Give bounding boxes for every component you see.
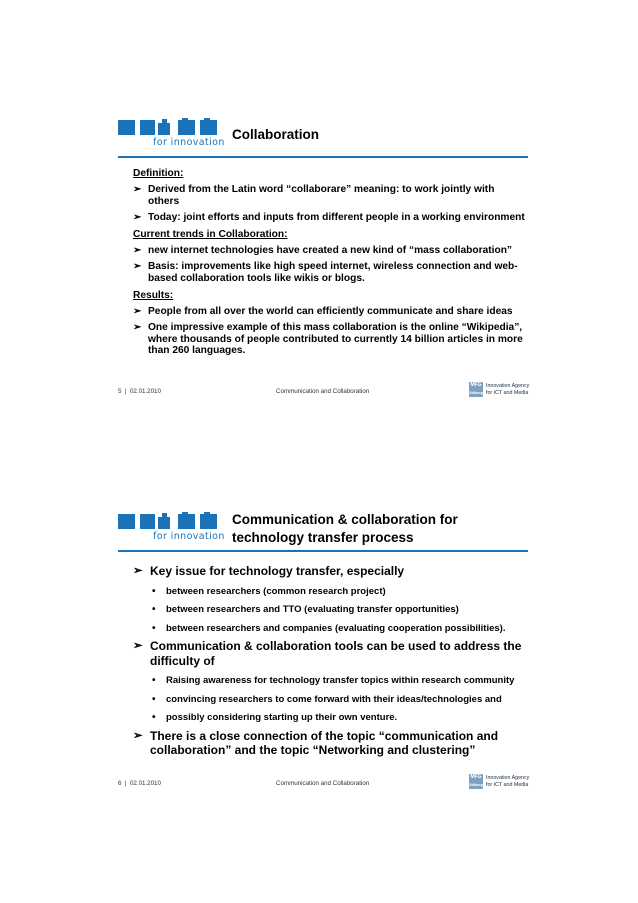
slide-footer [118, 774, 528, 794]
list-item: ➢ Derived from the Latin word “collaborare” meaning: to work jointly with others [133, 184, 495, 207]
section-heading-results: Results: [133, 289, 174, 301]
header-rule [118, 550, 528, 552]
mfg-mark-icon: MFG Stiftung [469, 382, 483, 397]
list-item: ➢ One impressive example of this mass collaboration is the online “Wikipedia”, where thousands of people contributed to currently 14 billion articles in more than 260 languages. [133, 322, 523, 357]
slide-title: Collaboration [232, 127, 319, 142]
slide-body [133, 564, 528, 762]
dot-bullet-icon: • [152, 693, 156, 705]
dot-bullet-icon: • [152, 712, 156, 723]
for-innovation-logo [118, 514, 225, 548]
sub-list-item: • convincing researchers to come forward with their ideas/technologies and [152, 693, 502, 705]
mfg-logo [469, 382, 528, 399]
arrow-bullet-icon: ➢ [133, 305, 142, 317]
mfg-line2: for ICT and Media [486, 782, 529, 788]
list-item: ➢ Today: joint efforts and inputs from different people in a working environment [133, 212, 525, 224]
arrow-bullet-icon: ➢ [133, 212, 142, 224]
list-item: ➢ There is a close connection of the topic “communication and collaboration” and the topic “Networking and clustering” [133, 728, 499, 757]
slide-title [232, 511, 458, 547]
slide-body [133, 168, 525, 362]
mfg-line1: Innovation Agency [486, 775, 530, 781]
slide-footer [118, 382, 528, 402]
footer-title: Communication and Collaboration [276, 388, 370, 395]
sub-list-item: • between researchers (common research project) [152, 585, 386, 597]
arrow-bullet-icon: ➢ [133, 184, 142, 195]
arrow-bullet-icon: ➢ [133, 729, 143, 742]
sub-list-item: • between researchers and companies (evaluating cooperation possibilities). [152, 622, 506, 634]
logo-tagline: for innovation [153, 137, 225, 148]
dot-bullet-icon: • [152, 585, 156, 597]
mfg-line2: for ICT and Media [486, 390, 529, 396]
slide-5 [0, 0, 638, 450]
footer-page-date: 5 | 02.01.2010 [118, 388, 161, 395]
mfg-logo [469, 774, 528, 791]
sub-list-item: • Raising awareness for technology transfer topics within research community [152, 675, 515, 686]
dot-bullet-icon: • [152, 622, 156, 634]
mfg-mark-icon: MFG Stiftung [469, 774, 483, 789]
for-innovation-logo [118, 120, 225, 154]
sub-list-item: • possibly considering starting up their own venture. [152, 712, 398, 723]
list-item: ➢ Key issue for technology transfer, especially [133, 564, 405, 578]
section-heading-trends: Current trends in Collaboration: [133, 228, 288, 240]
title-line-1: Communication & collaboration for [232, 512, 458, 527]
mfg-line1: Innovation Agency [486, 383, 530, 389]
sub-list-item: • between researchers and TTO (evaluating transfer opportunities) [152, 604, 459, 615]
title-line-2: technology transfer process [232, 530, 414, 545]
arrow-bullet-icon: ➢ [133, 244, 142, 256]
list-item: ➢ People from all over the world can efficiently communicate and share ideas [133, 305, 513, 317]
dot-bullet-icon: • [152, 604, 156, 615]
arrow-bullet-icon: ➢ [133, 565, 143, 577]
header-rule [118, 156, 528, 158]
arrow-bullet-icon: ➢ [133, 322, 142, 334]
list-item: ➢ Communication & collaboration tools can be used to address the difficulty of [133, 639, 522, 668]
arrow-bullet-icon: ➢ [133, 640, 143, 652]
dot-bullet-icon: • [152, 675, 156, 686]
slide-6 [0, 450, 638, 903]
footer-page-date: 6 | 02.01.2010 [118, 780, 161, 787]
list-item: ➢ Basis: improvements like high speed internet, wireless connection and web-based collaboration tools like wikis or blogs. [133, 261, 518, 284]
section-heading-definition: Definition: [133, 168, 184, 179]
arrow-bullet-icon: ➢ [133, 261, 142, 273]
list-item: ➢ new internet technologies have created a new kind of “mass collaboration” [133, 244, 513, 256]
footer-title: Communication and Collaboration [276, 780, 370, 787]
logo-tagline: for innovation [153, 531, 225, 542]
